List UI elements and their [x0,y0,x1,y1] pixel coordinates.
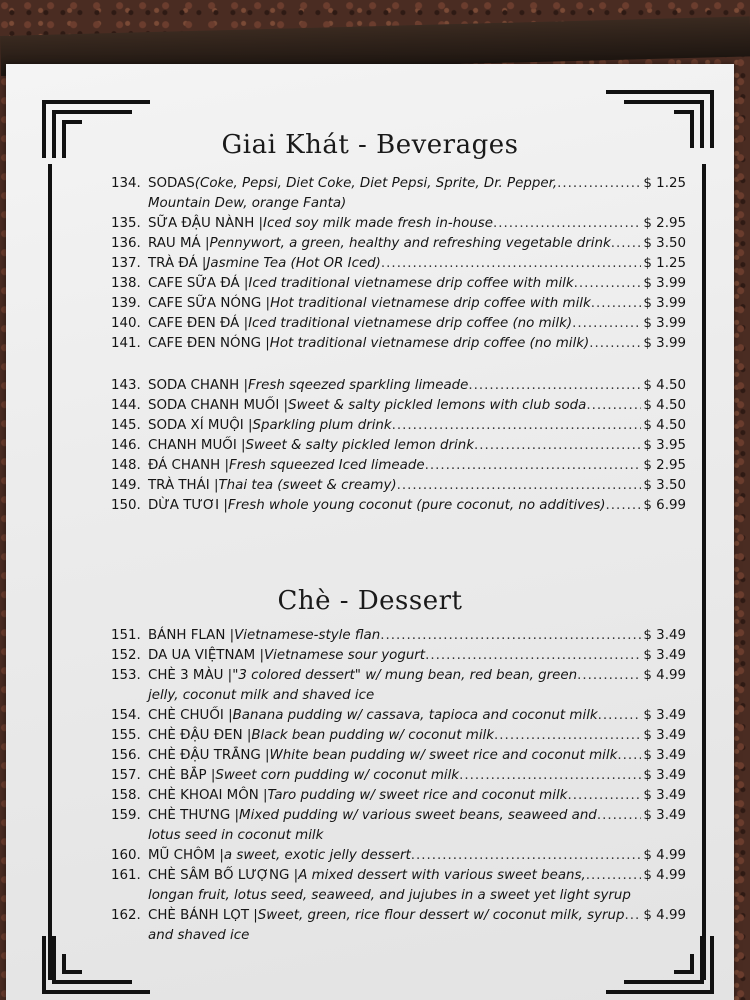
item-name: CHÈ BÁNH LỌT | [148,908,258,923]
item-name: CHÈ BẮP | [148,768,216,783]
item-name: TRÀ THÁI | [148,478,219,493]
menu-item [111,234,686,254]
dot-leader [589,334,641,354]
item-number: 139. [111,296,141,311]
item-price: $ 3.49 [643,748,686,763]
item-name: CHÈ 3 MÀU | [148,668,233,683]
item-price: $ 4.99 [643,908,686,923]
dot-leader [597,806,642,826]
dessert-title: Chè - Dessert [277,586,463,616]
menu-item [111,706,686,726]
menu-item [111,436,686,456]
item-price: $ 3.49 [643,728,686,743]
dot-leader [397,476,642,496]
item-number: 156. [111,748,141,763]
item-name: TRÀ ĐÁ | [148,256,207,271]
dot-leader [411,846,642,866]
dot-leader [572,314,641,334]
item-name: CHÈ CHUỐI | [148,708,233,723]
item-name: CHANH MUỐI | [148,438,246,453]
item-price: $ 6.99 [643,498,686,513]
item-price: $ 3.49 [643,628,686,643]
item-number: 135. [111,216,141,231]
item-price: $ 1.25 [643,256,686,271]
item-number: 136. [111,236,141,251]
menu-item [111,396,686,416]
item-price: $ 3.95 [643,438,686,453]
frame-left-border [48,164,52,980]
menu-item [111,376,686,396]
item-description: Pennywort, a green, healthy and refreshing vegetable drink [209,236,611,251]
menu-item [111,274,686,294]
menu-item [111,334,686,354]
item-number: 160. [111,848,141,863]
item-name: CAFE SỮA NÓNG | [148,296,271,311]
item-price: $ 4.50 [643,378,686,393]
item-description: Jasmine Tea (Hot OR Iced) [206,256,381,271]
item-name: SỮA ĐẬU NÀNH | [148,216,264,231]
dot-leader [494,726,641,746]
item-price: $ 3.50 [643,478,686,493]
beverages-list-2 [111,376,686,516]
menu-item [111,866,686,906]
item-description: Sweet & salty pickled lemon drink [245,438,474,453]
menu-item [111,646,686,666]
menu-item [111,666,686,706]
item-price: $ 2.95 [643,216,686,231]
dot-leader [598,706,642,726]
item-number: 138. [111,276,141,291]
item-number: 141. [111,336,141,351]
item-number: 162. [111,908,141,923]
beverages-list [111,174,686,354]
item-name: SODAS [148,176,195,191]
dot-leader [557,174,641,194]
item-price: $ 3.49 [643,808,686,823]
item-name: CHÈ ĐẬU ĐEN | [148,728,252,743]
dot-leader [611,234,642,254]
item-number: 158. [111,788,141,803]
item-price: $ 3.99 [643,276,686,291]
item-number: 140. [111,316,141,331]
item-name: CAFE ĐEN NÓNG | [148,336,270,351]
item-price: $ 3.49 [643,788,686,803]
item-description: Sweet corn pudding w/ coconut milk [215,768,460,783]
item-number: 146. [111,438,141,453]
item-name: MŨ CHÔM | [148,848,224,863]
item-price: $ 3.49 [643,708,686,723]
dot-leader [381,254,641,274]
item-description-continued: jelly, coconut milk and shaved ice [148,688,375,703]
item-name: SODA CHANH | [148,378,248,393]
item-number: 143. [111,378,141,393]
item-description-continued: Mountain Dew, orange Fanta) [148,196,347,211]
item-price: $ 3.49 [643,768,686,783]
menu-item [111,254,686,274]
dot-leader [606,496,642,516]
item-name: DA UA VIỆTNAM | [148,648,264,663]
menu-page [6,64,734,1000]
item-description: Mixed pudding w/ various sweet beans, seaweed and [239,808,597,823]
item-number: 159. [111,808,141,823]
item-number: 151. [111,628,141,643]
item-description: Black bean pudding w/ coconut milk [251,728,495,743]
item-number: 149. [111,478,141,493]
item-number: 155. [111,728,141,743]
item-description: Iced traditional vietnamese drip coffee (no milk) [248,316,573,331]
item-description: Fresh sqeezed sparkling limeade [247,378,469,393]
item-description: Vietnamese sour yogurt [263,648,426,663]
item-description: Hot traditional vietnamese drip coffee with milk [270,296,591,311]
item-number: 152. [111,648,141,663]
item-number: 153. [111,668,141,683]
item-number: 161. [111,868,141,883]
dot-leader [617,746,641,766]
item-name: CAFE ĐEN ĐÁ | [148,316,249,331]
item-number: 134. [111,176,141,191]
menu-item [111,726,686,746]
menu-item [111,416,686,436]
item-price: $ 3.99 [643,336,686,351]
menu-item [111,746,686,766]
menu-item [111,314,686,334]
menu-item [111,476,686,496]
item-price: $ 4.99 [643,848,686,863]
menu-item [111,846,686,866]
dot-leader [586,396,641,416]
item-number: 154. [111,708,141,723]
item-number: 145. [111,418,141,433]
menu-item [111,626,686,646]
item-description: White bean pudding w/ sweet rice and coconut milk [269,748,618,763]
item-name: CHÈ THƯNG | [148,808,240,823]
dot-leader [425,456,642,476]
item-description: Iced traditional vietnamese drip coffee with milk [248,276,574,291]
item-price: $ 1.25 [643,176,686,191]
item-description: Taro pudding w/ sweet rice and coconut milk [267,788,568,803]
item-description: Iced soy milk made fresh in-house [263,216,494,231]
item-description: "3 colored dessert" w/ mung bean, red bean, green [232,668,578,683]
menu-item [111,906,686,946]
menu-item [111,496,686,516]
frame-right-border [702,164,706,980]
item-description: a sweet, exotic jelly dessert [223,848,411,863]
item-price: $ 4.50 [643,398,686,413]
item-description: Thai tea (sweet & creamy) [218,478,397,493]
item-name: SODA CHANH MUỐI | [148,398,289,413]
item-description: Sparkling plum drink [252,418,392,433]
item-name: CHÈ KHOAI MÔN | [148,788,268,803]
dot-leader [468,376,641,396]
menu-item [111,294,686,314]
menu-item [111,456,686,476]
item-price: $ 4.99 [643,868,686,883]
item-price: $ 3.50 [643,236,686,251]
item-description: Sweet, green, rice flour dessert w/ coconut milk, syrup [257,908,625,923]
item-description: Fresh whole young coconut (pure coconut, no additives) [227,498,606,513]
dot-leader [425,646,641,666]
item-price: $ 3.99 [643,316,686,331]
item-price: $ 3.99 [643,296,686,311]
dot-leader [591,294,642,314]
item-description: Fresh squeezed Iced limeade [229,458,425,473]
item-name: RAU MÁ | [148,236,210,251]
item-price: $ 3.49 [643,648,686,663]
item-price: $ 4.99 [643,668,686,683]
item-name: CHÈ SÂM BỔ LƯỢNG | [148,868,299,883]
item-price: $ 4.50 [643,418,686,433]
item-name: SODA XÍ MUỘI | [148,418,253,433]
item-description: Banana pudding w/ cassava, tapioca and coconut milk [232,708,598,723]
beverages-title: Giai Khát - Beverages [221,130,519,160]
item-description-continued: lotus seed in coconut milk [148,828,324,843]
item-name: BÁNH FLAN | [148,628,235,643]
item-price: $ 2.95 [643,458,686,473]
menu-item [111,174,686,214]
dot-leader [586,866,642,886]
item-name: ĐÁ CHANH | [148,458,229,473]
item-name: CHÈ ĐẬU TRẮNG | [148,748,270,763]
item-description: Vietnamese-style flan [234,628,381,643]
dot-leader [493,214,641,234]
menu-item [111,766,686,786]
item-number: 144. [111,398,141,413]
menu-item [111,806,686,846]
item-description-continued: and shaved ice [148,928,250,943]
dot-leader [577,666,641,686]
dot-leader [380,626,641,646]
item-number: 157. [111,768,141,783]
dot-leader [574,274,642,294]
item-number: 148. [111,458,141,473]
menu-item [111,786,686,806]
dessert-list [111,626,686,946]
item-description: A mixed dessert with various sweet beans, [298,868,586,883]
dot-leader [459,766,641,786]
item-description: Sweet & salty pickled lemons with club soda [288,398,587,413]
item-description-continued: longan fruit, lotus seed, seaweed, and jujubes in a sweet yet light syrup [148,888,631,903]
dot-leader [392,416,642,436]
dot-leader [567,786,641,806]
dot-leader [474,436,641,456]
item-name: DỪA TƯƠI | [148,498,228,513]
item-name: CAFE SỮA ĐÁ | [148,276,249,291]
item-number: 137. [111,256,141,271]
dot-leader [625,906,642,926]
item-description: Hot traditional vietnamese drip coffee (no milk) [269,336,590,351]
item-description: (Coke, Pepsi, Diet Coke, Diet Pepsi, Sprite, Dr. Pepper, [194,176,558,191]
item-number: 150. [111,498,141,513]
menu-item [111,214,686,234]
